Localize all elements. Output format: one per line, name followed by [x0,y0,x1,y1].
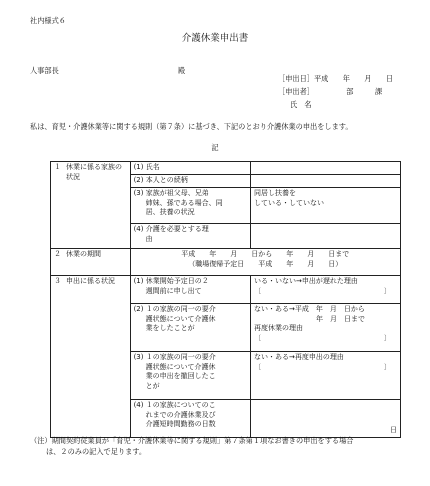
days-total-label: (4) １の家族についてのこ れまでの介護休業及び 介護短時間勤務の日数 [130,400,250,438]
addressee: 人事部長 [30,66,59,75]
family-name-field[interactable] [250,162,400,175]
cohabitation-field[interactable]: 同居し扶養を している・していない [250,188,400,224]
intro-text: 私は、育児・介護休業等に関する規則（第７条）に基づき、下記のとおり介護休業の申出をします。 [30,122,353,131]
previous-leave-field[interactable]: ない・ある→平成 年 月 日から 年 月 日まで 再度休業の理由 〔 〕 [250,304,400,352]
previous-leave-label: (2) １の家族の同一の要介 護状態について介護休 業をしたことが [130,304,250,352]
advance-notice-field[interactable]: いる・いない→申出が遅れた理由 〔 〕 [250,276,400,304]
care-reason-field[interactable] [250,224,400,249]
cohabitation-label: (3) 家族が祖父母、兄弟 姉妹、孫である場合、同 居、扶養の状況 [130,188,250,224]
page-title: 介護休業申出書 [181,33,249,44]
family-name-label: (1) 氏名 [130,162,250,175]
care-reason-label: (4) 介護を必要とする理 由 [130,224,250,249]
ki-heading: 記 [211,143,219,152]
section-2-label: ２ 休業の期間 [51,249,131,276]
honorific: 殿 [178,66,186,75]
advance-notice-label: (1) 休業開始予定日の２ 週間前に申し出て [130,276,250,304]
leave-application-table [50,161,401,438]
footnote: （注）期間契約従業員が「育児・介護休業等に関する規則」第７条第１項なお書きの申出をする場合 は、２のみの記入で足ります。 [30,436,354,456]
section-3-label: ３ 申出に係る状況 [51,276,131,438]
application-info [278,74,393,113]
leave-period-field[interactable]: 平成 年 月 日から 年 月 日まで （職場復帰予定日 平成 年 月 日） [130,249,400,276]
withdrawal-label: (3) １の家族の同一の要介 護状態について介護休 業の申出を撤回したこ とが [130,352,250,400]
section-1-label: １ 休業に係る家族の 状況 [51,162,131,249]
form-number: 社内様式６ [30,16,66,25]
days-total-field[interactable]: 日 [250,400,400,438]
withdrawal-field[interactable]: ない・ある→再度申出の理由 〔 〕 [250,352,400,400]
applicant-department-field[interactable]: ［申出者］ 部 課 [278,87,383,96]
relationship-label: (2) 本人との続柄 [130,175,250,188]
application-date-field[interactable]: ［申出日］平成 年 月 日 [278,74,394,83]
relationship-field[interactable] [250,175,400,188]
applicant-name-field[interactable]: 氏 名 [290,100,312,109]
